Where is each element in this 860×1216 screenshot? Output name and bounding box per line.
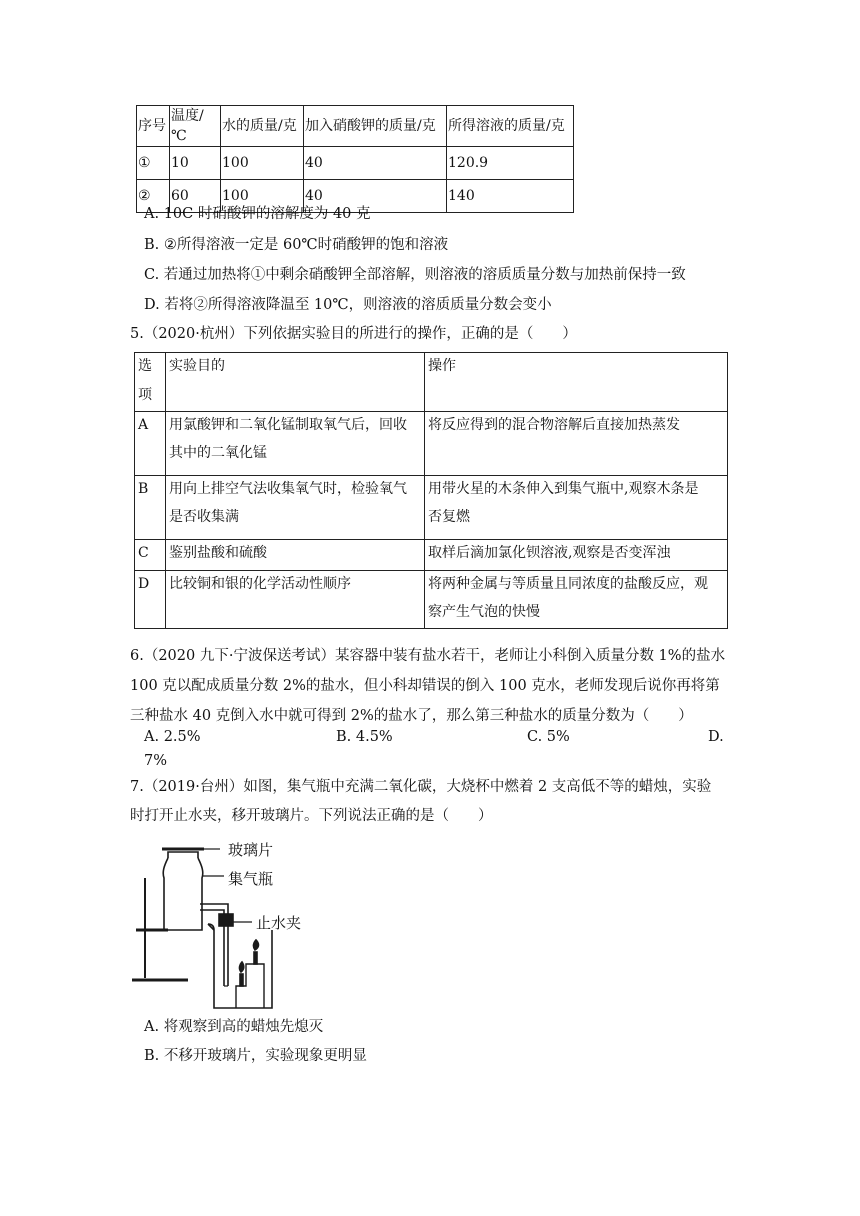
table-cell: 60 bbox=[170, 180, 221, 213]
q7-line2: 时打开止水夹，移开玻璃片。下列说法正确的是（ ） bbox=[130, 808, 493, 824]
operation-line: 将两种金属与等质量且同浓度的盐酸反应，观 bbox=[428, 576, 708, 592]
table-cell: C bbox=[135, 540, 166, 571]
table-row bbox=[135, 412, 728, 476]
table-row bbox=[135, 540, 728, 571]
header-cell: 实验目的 bbox=[166, 353, 425, 412]
table-cell: 鉴别盐酸和硫酸 bbox=[166, 540, 425, 571]
label-gas-bottle: 集气瓶 bbox=[228, 870, 274, 888]
q6-line2: 100 克以配成质量分数 2%的盐水，但小科却错误的倒入 100 克水，老师发现后说你再将第 bbox=[130, 678, 720, 694]
q4-option-a: A. 10C 时硝酸钾的溶解度为 40 克 bbox=[144, 206, 371, 222]
q6-option-c: C. 5% bbox=[527, 729, 570, 745]
q6-option-d-value: 7% bbox=[144, 753, 168, 769]
solubility-table bbox=[136, 105, 574, 213]
purpose-line: 其中的二氧化锰 bbox=[169, 445, 267, 461]
q5-stem: 5.（2020·杭州）下列依据实验目的所进行的操作，正确的是（ ） bbox=[130, 326, 577, 342]
table-cell: 10 bbox=[170, 147, 221, 180]
apparatus-figure bbox=[128, 838, 348, 1010]
header-cell: 温度/℃ bbox=[170, 106, 221, 147]
q4-option-b: B. ②所得溶液一定是 60℃时硝酸钾的饱和溶液 bbox=[144, 237, 449, 253]
table-cell: ② bbox=[137, 180, 170, 213]
table-row bbox=[135, 571, 728, 629]
q6-line1: 6.（2020 九下·宁波保送考试）某容器中装有盐水若干，老师让小科倒入质量分数 1%的盐水 bbox=[130, 648, 726, 664]
apparatus-drawing bbox=[128, 838, 348, 1010]
table-cell: 40 bbox=[304, 180, 447, 213]
table-cell: ① bbox=[137, 147, 170, 180]
q7-line1: 7.（2019·台州）如图，集气瓶中充满二氧化碳，大烧杯中燃着 2 支高低不等的蜡烛，实验 bbox=[130, 779, 712, 795]
table-cell: 140 bbox=[447, 180, 574, 213]
q4-option-d: D. 若将②所得溶液降温至 10℃，则溶液的溶质质量分数会变小 bbox=[144, 297, 552, 313]
purpose-line: 用向上排空气法收集氧气时，检验氧气 bbox=[169, 481, 407, 497]
table-row bbox=[137, 147, 574, 180]
header-cell: 水的质量/克 bbox=[221, 106, 304, 147]
table-cell bbox=[425, 571, 728, 629]
table-cell: 取样后滴加氯化钡溶液,观察是否变浑浊 bbox=[425, 540, 728, 571]
operation-line: 否复燃 bbox=[428, 509, 470, 525]
q6-option-d-prefix: D. bbox=[708, 729, 724, 745]
q6-option-a: A. 2.5% bbox=[144, 729, 201, 745]
table-cell: 120.9 bbox=[447, 147, 574, 180]
table-cell: 100 bbox=[221, 180, 304, 213]
q6-line3: 三种盐水 40 克倒入水中就可得到 2%的盐水了，那么第三种盐水的质量分数为（ ） bbox=[130, 708, 693, 724]
table-cell: 比较铜和银的化学活动性顺序 bbox=[166, 571, 425, 629]
label-water-clamp: 止水夹 bbox=[256, 914, 302, 932]
header-cell bbox=[135, 353, 166, 412]
operation-line: 用带火星的木条伸入到集气瓶中,观察木条是 bbox=[428, 481, 699, 497]
header-cell: 序号 bbox=[137, 106, 170, 147]
operation-line: 将反应得到的混合物溶解后直接加热蒸发 bbox=[428, 417, 680, 433]
table-cell bbox=[425, 412, 728, 476]
table-cell bbox=[425, 476, 728, 540]
header-cell: 所得溶液的质量/克 bbox=[447, 106, 574, 147]
table-cell bbox=[166, 476, 425, 540]
table-cell: 40 bbox=[304, 147, 447, 180]
table-header-row bbox=[135, 353, 728, 412]
table-cell bbox=[166, 412, 425, 476]
q7-option-a: A. 将观察到高的蜡烛先熄灭 bbox=[144, 1019, 324, 1035]
header-cell: 操作 bbox=[425, 353, 728, 412]
q7-option-b: B. 不移开玻璃片，实验现象更明显 bbox=[144, 1048, 367, 1064]
operation-line: 察产生气泡的快慢 bbox=[428, 604, 540, 620]
label-glass-plate: 玻璃片 bbox=[228, 841, 274, 859]
experiment-table bbox=[134, 352, 728, 629]
purpose-line: 用氯酸钾和二氧化锰制取氧气后，回收 bbox=[169, 417, 407, 433]
table-header-row bbox=[137, 106, 574, 147]
header-cell: 加入硝酸钾的质量/克 bbox=[304, 106, 447, 147]
purpose-line: 是否收集满 bbox=[169, 509, 239, 525]
table-cell: 100 bbox=[221, 147, 304, 180]
table-row bbox=[135, 476, 728, 540]
q6-option-b: B. 4.5% bbox=[336, 729, 393, 745]
table-cell: D bbox=[135, 571, 166, 629]
header-option-line1: 选 bbox=[138, 358, 152, 374]
header-option-line2: 项 bbox=[138, 387, 152, 403]
table-cell: B bbox=[135, 476, 166, 540]
table-cell: A bbox=[135, 412, 166, 476]
q4-option-c: C. 若通过加热将①中剩余硝酸钾全部溶解，则溶液的溶质质量分数与加热前保持一致 bbox=[144, 267, 686, 283]
